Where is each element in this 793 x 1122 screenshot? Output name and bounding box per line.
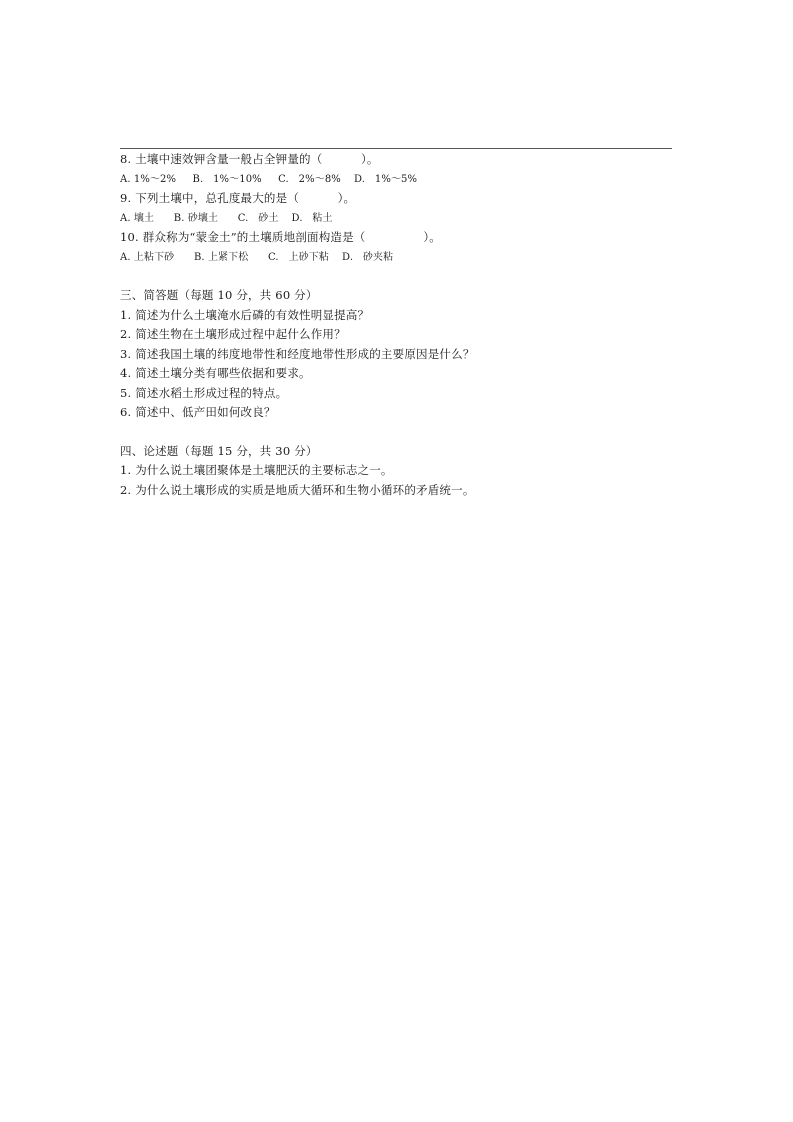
question-8-options: A. 1%～2% B. 1%～10% C. 2%～8% D. 1%～5% [120,173,418,185]
exam-page [120,150,680,500]
question-10: 10. 群众称为“蒙金土”的土壤质地剖面构造是（ ）。 [120,230,441,244]
section-heading: 三、简答题（每题 10 分，共 60 分） [120,288,318,302]
spacer [120,267,680,286]
short-answer-item-6: 6. 简述中、低产田如何改良？ [120,405,276,419]
short-answer-item-4: 4. 简述土壤分类有哪些依据和要求。 [120,366,311,380]
multiple-choice-section [120,150,680,267]
question-8: 8. 土壤中速效钾含量一般占全钾量的（ ）。 [120,152,379,166]
essay-item-1: 1. 为什么说土壤团聚体是土壤肥沃的主要标志之一。 [120,463,393,477]
question-9: 9. 下列土壤中，总孔度最大的是（ ）。 [120,191,356,205]
short-answer-item-5: 5. 简述水稻土形成过程的特点。 [120,385,288,400]
short-answer-item-2: 2. 简述生物在土壤形成过程中起什么作用？ [120,327,346,341]
short-answer-item-3: 3. 简述我国土壤的纬度地带性和经度地带性形成的主要原因是什么？ [120,346,475,361]
spacer [120,423,680,442]
question-9-options: A. 壤土 B. 砂壤土 C. 砂土 D. 粘土 [120,212,333,224]
short-answer-section [120,286,680,423]
essay-item-2: 2. 为什么说土壤形成的实质是地质大循环和生物小循环的矛盾统一。 [120,482,475,497]
header-rule [120,148,672,149]
essay-section [120,442,680,501]
question-10-options: A. 上粘下砂 B. 上紧下松 C. 上砂下粘 D. 砂夹粘 [120,251,394,263]
short-answer-item-1: 1. 简述为什么土壤淹水后磷的有效性明显提高？ [120,307,370,322]
section-heading: 四、论述题（每题 15 分，共 30 分） [120,443,318,458]
